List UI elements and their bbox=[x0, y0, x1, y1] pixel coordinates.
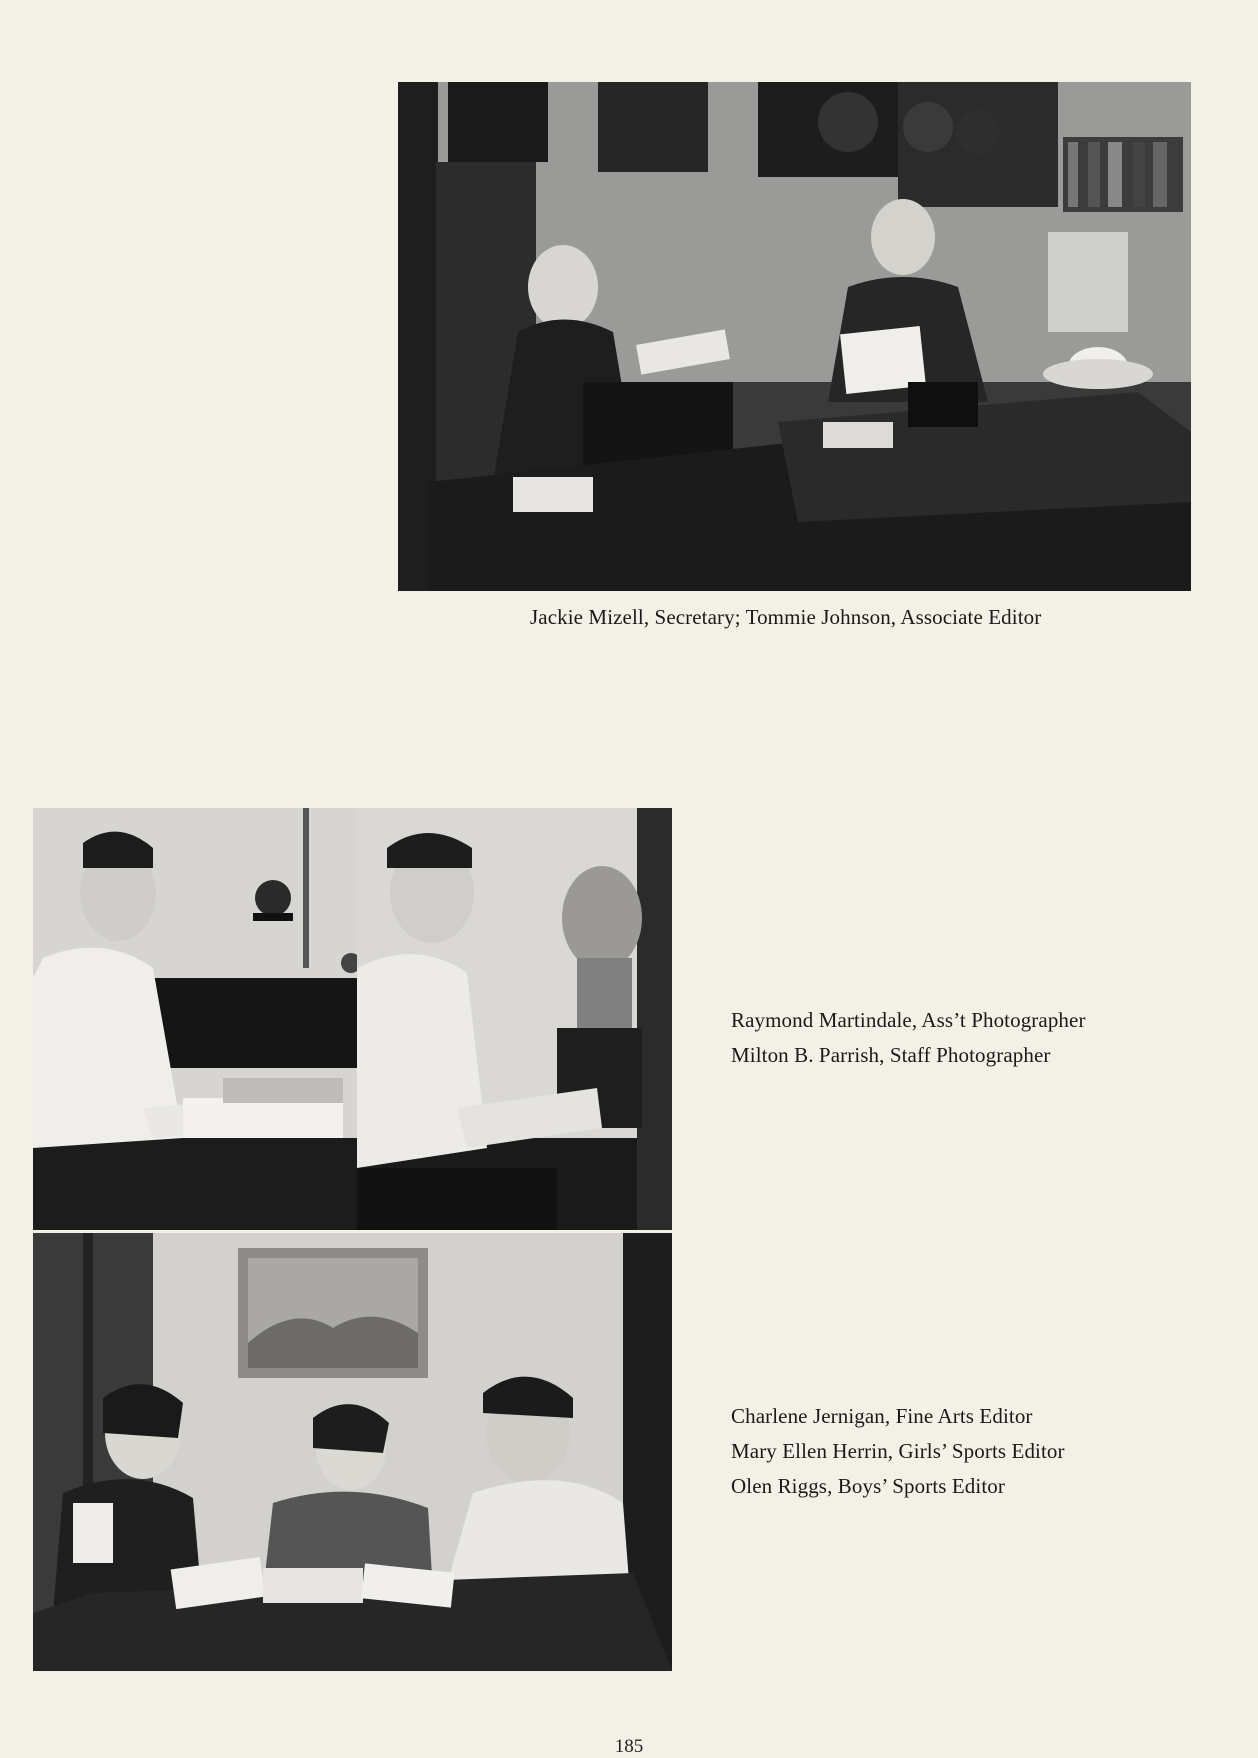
photographers-caption bbox=[731, 1003, 1086, 1073]
editors-caption-line: Mary Ellen Herrin, Girls’ Sports Editor bbox=[731, 1439, 1065, 1463]
editors-caption-line: Olen Riggs, Boys’ Sports Editor bbox=[731, 1474, 1005, 1498]
page-number: 185 bbox=[614, 1736, 644, 1757]
darkroom-right-photo bbox=[357, 808, 672, 1230]
photographers-caption-line: Milton B. Parrish, Staff Photographer bbox=[731, 1043, 1051, 1067]
editors-photo bbox=[33, 1233, 672, 1671]
office-caption bbox=[530, 600, 1041, 635]
photographers-caption-line: Raymond Martindale, Ass’t Photographer bbox=[731, 1008, 1086, 1032]
office-caption-text: Jackie Mizell, Secretary; Tommie Johnson, Associate Editor bbox=[530, 605, 1042, 629]
editors-caption-line: Charlene Jernigan, Fine Arts Editor bbox=[731, 1404, 1033, 1428]
editors-caption bbox=[731, 1399, 1065, 1504]
darkroom-left-photo bbox=[33, 808, 357, 1230]
office-photo bbox=[398, 82, 1191, 591]
